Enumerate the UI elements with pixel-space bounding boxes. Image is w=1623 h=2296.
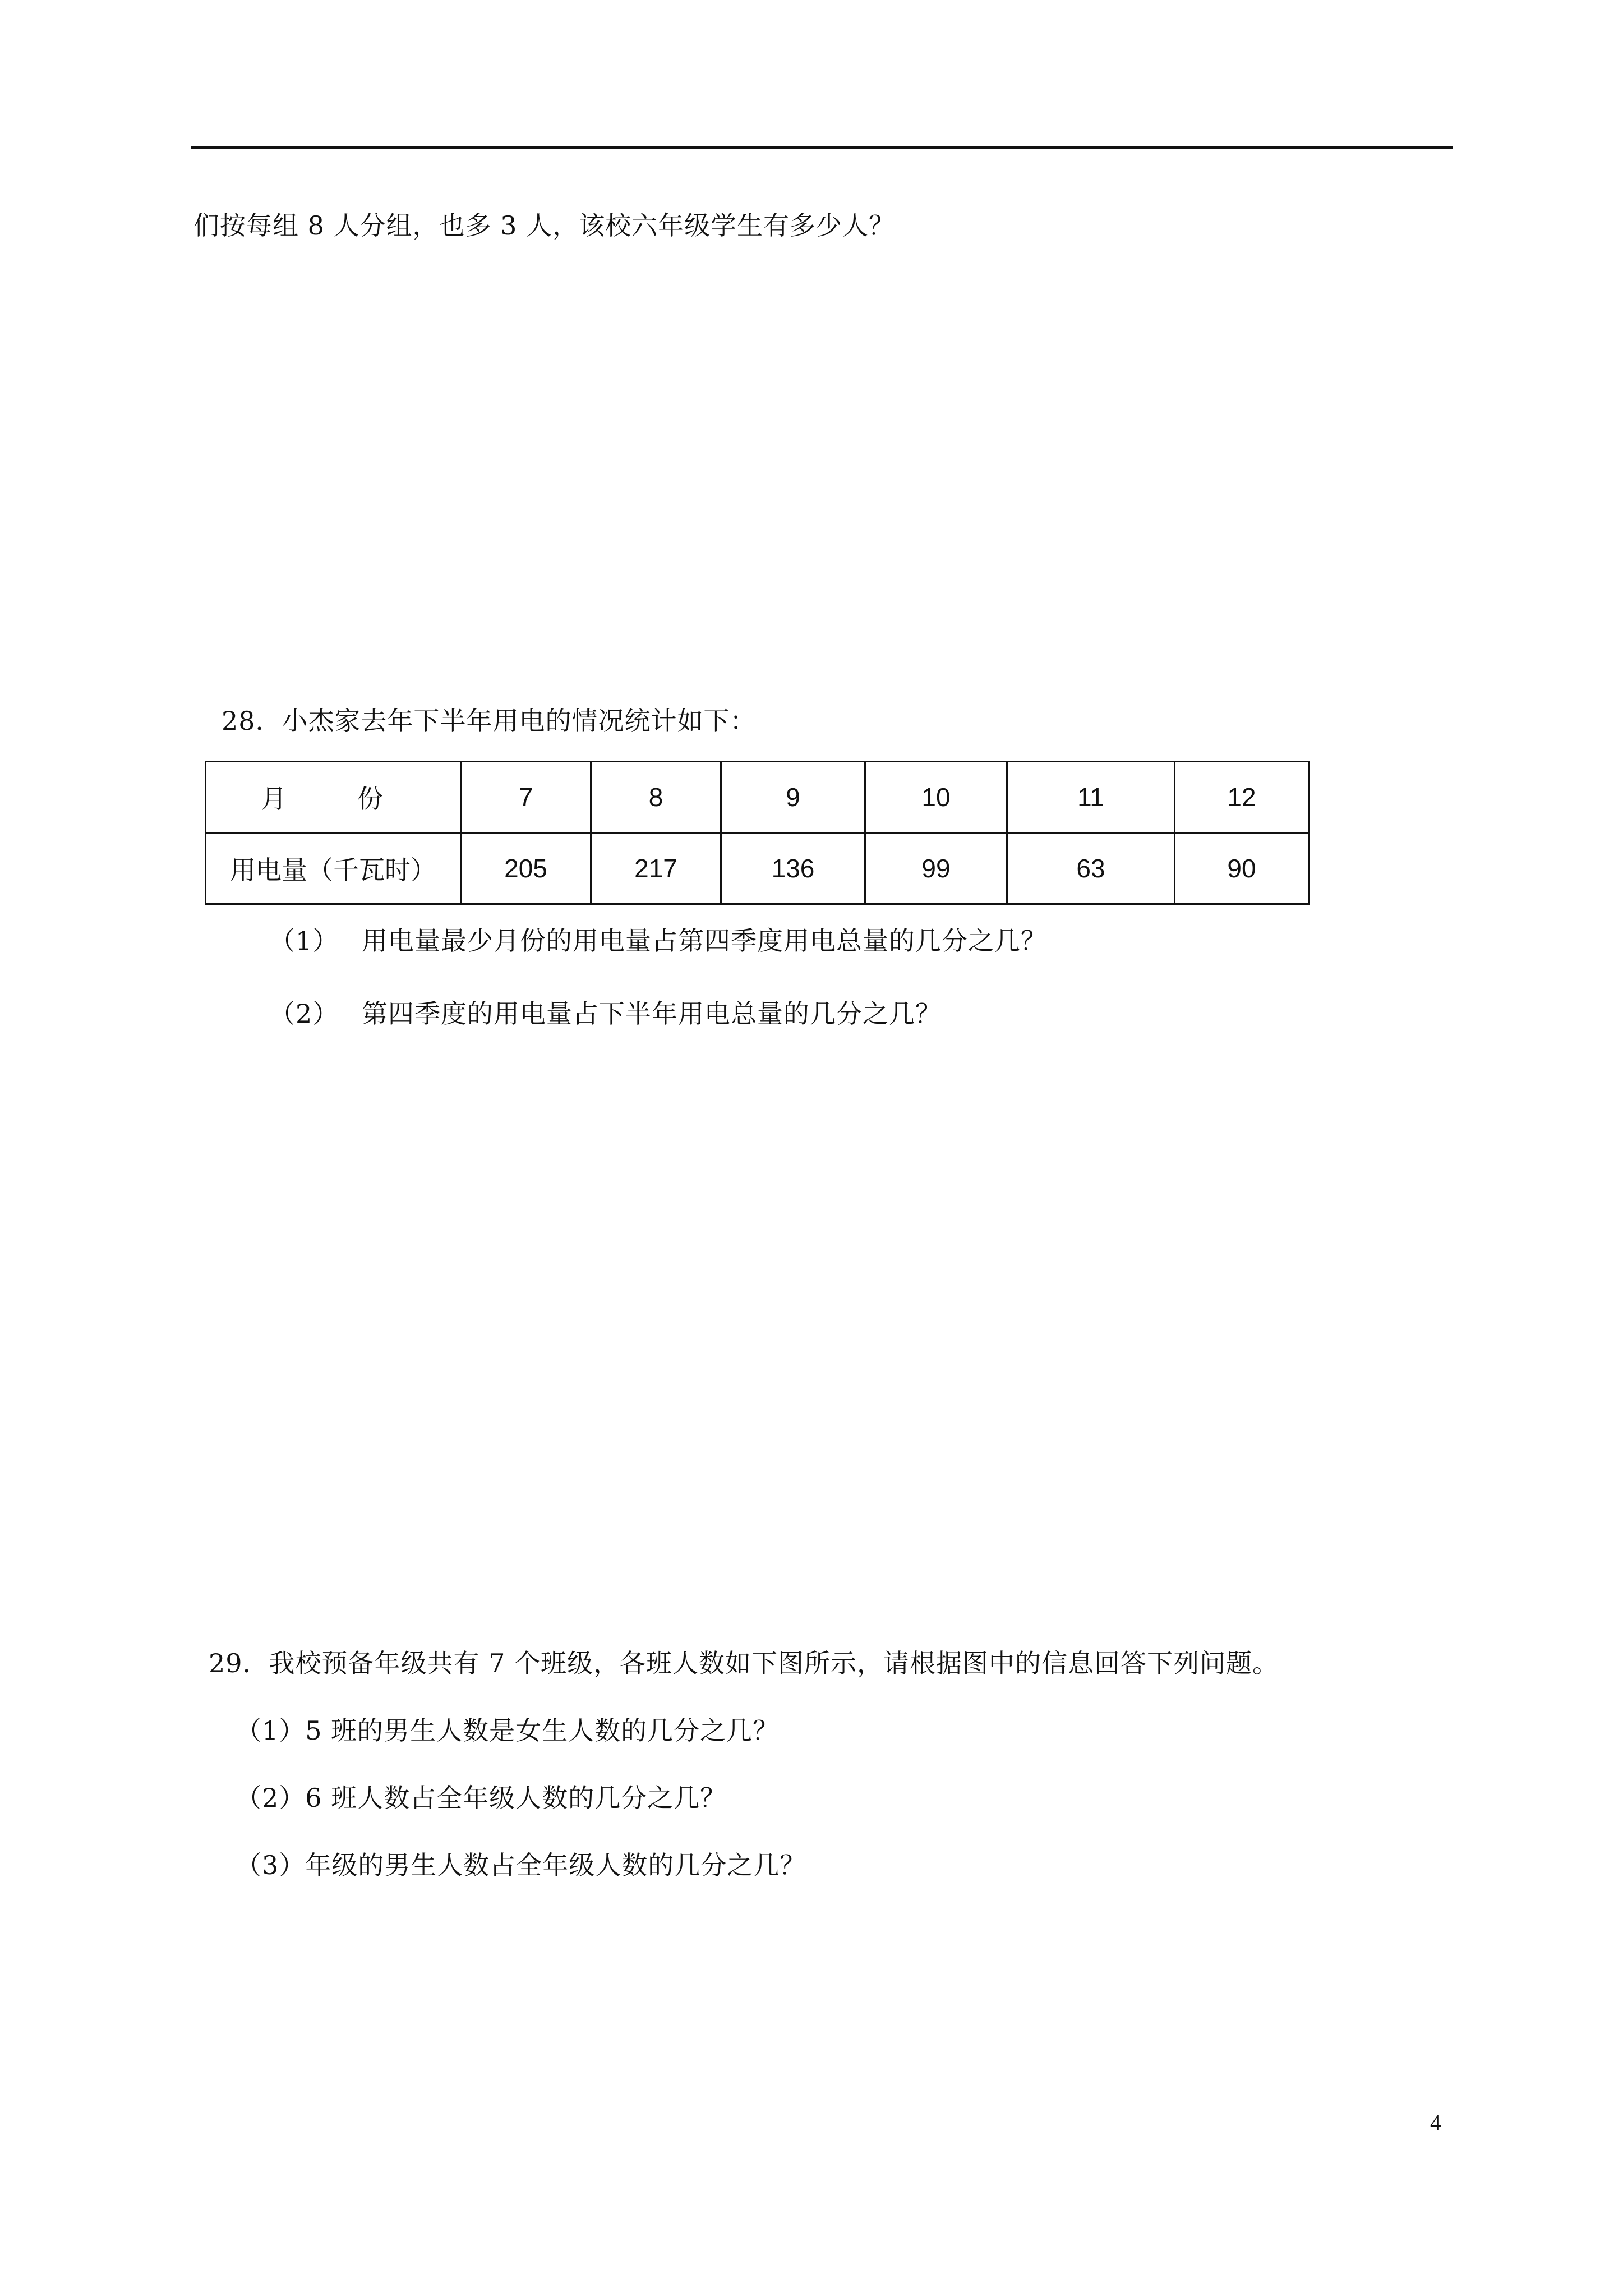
sub-question-number: （1） bbox=[269, 926, 339, 956]
row-label-month: 月 份 bbox=[206, 762, 461, 833]
sub-question-text: 用电量最少月份的用电量占第四季度用电总量的几分之几？ bbox=[362, 926, 1047, 956]
usage-cell: 90 bbox=[1175, 833, 1309, 904]
row-label-usage: 用电量（千瓦时） bbox=[206, 833, 461, 904]
question-28-sub-1 bbox=[269, 924, 1047, 958]
question-28-stem: 28．小杰家去年下半年用电的情况统计如下： bbox=[222, 706, 757, 736]
usage-cell: 217 bbox=[591, 833, 721, 904]
table-row-usage bbox=[206, 833, 1309, 904]
month-cell: 10 bbox=[865, 762, 1007, 833]
usage-cell: 205 bbox=[461, 833, 591, 904]
question-27-continuation: 们按每组 8 人分组，也多 3 人，该校六年级学生有多少人？ bbox=[193, 210, 896, 241]
electricity-usage-table bbox=[205, 761, 1310, 905]
question-29-sub-2: （2）6 班人数占全年级人数的几分之几？ bbox=[236, 1783, 727, 1813]
sub-question-text: 第四季度的用电量占下半年用电总量的几分之几？ bbox=[362, 999, 942, 1029]
question-29-sub-3: （3）年级的男生人数占全年级人数的几分之几？ bbox=[236, 1850, 806, 1880]
page-number: 4 bbox=[1430, 2110, 1441, 2135]
month-cell: 11 bbox=[1007, 762, 1175, 833]
month-cell: 12 bbox=[1175, 762, 1309, 833]
month-cell: 9 bbox=[721, 762, 865, 833]
header-rule bbox=[191, 146, 1453, 149]
month-cell: 7 bbox=[461, 762, 591, 833]
sub-question-number: （2） bbox=[269, 999, 339, 1029]
usage-cell: 99 bbox=[865, 833, 1007, 904]
question-28-sub-2 bbox=[269, 997, 942, 1030]
question-29-sub-1: （1）5 班的男生人数是女生人数的几分之几？ bbox=[236, 1715, 780, 1746]
question-29-stem: 29．我校预备年级共有 7 个班级，各班人数如下图所示，请根据图中的信息回答下列问题。 bbox=[209, 1648, 1279, 1678]
usage-cell: 63 bbox=[1007, 833, 1175, 904]
month-cell: 8 bbox=[591, 762, 721, 833]
usage-cell: 136 bbox=[721, 833, 865, 904]
table-row-month bbox=[206, 762, 1309, 833]
